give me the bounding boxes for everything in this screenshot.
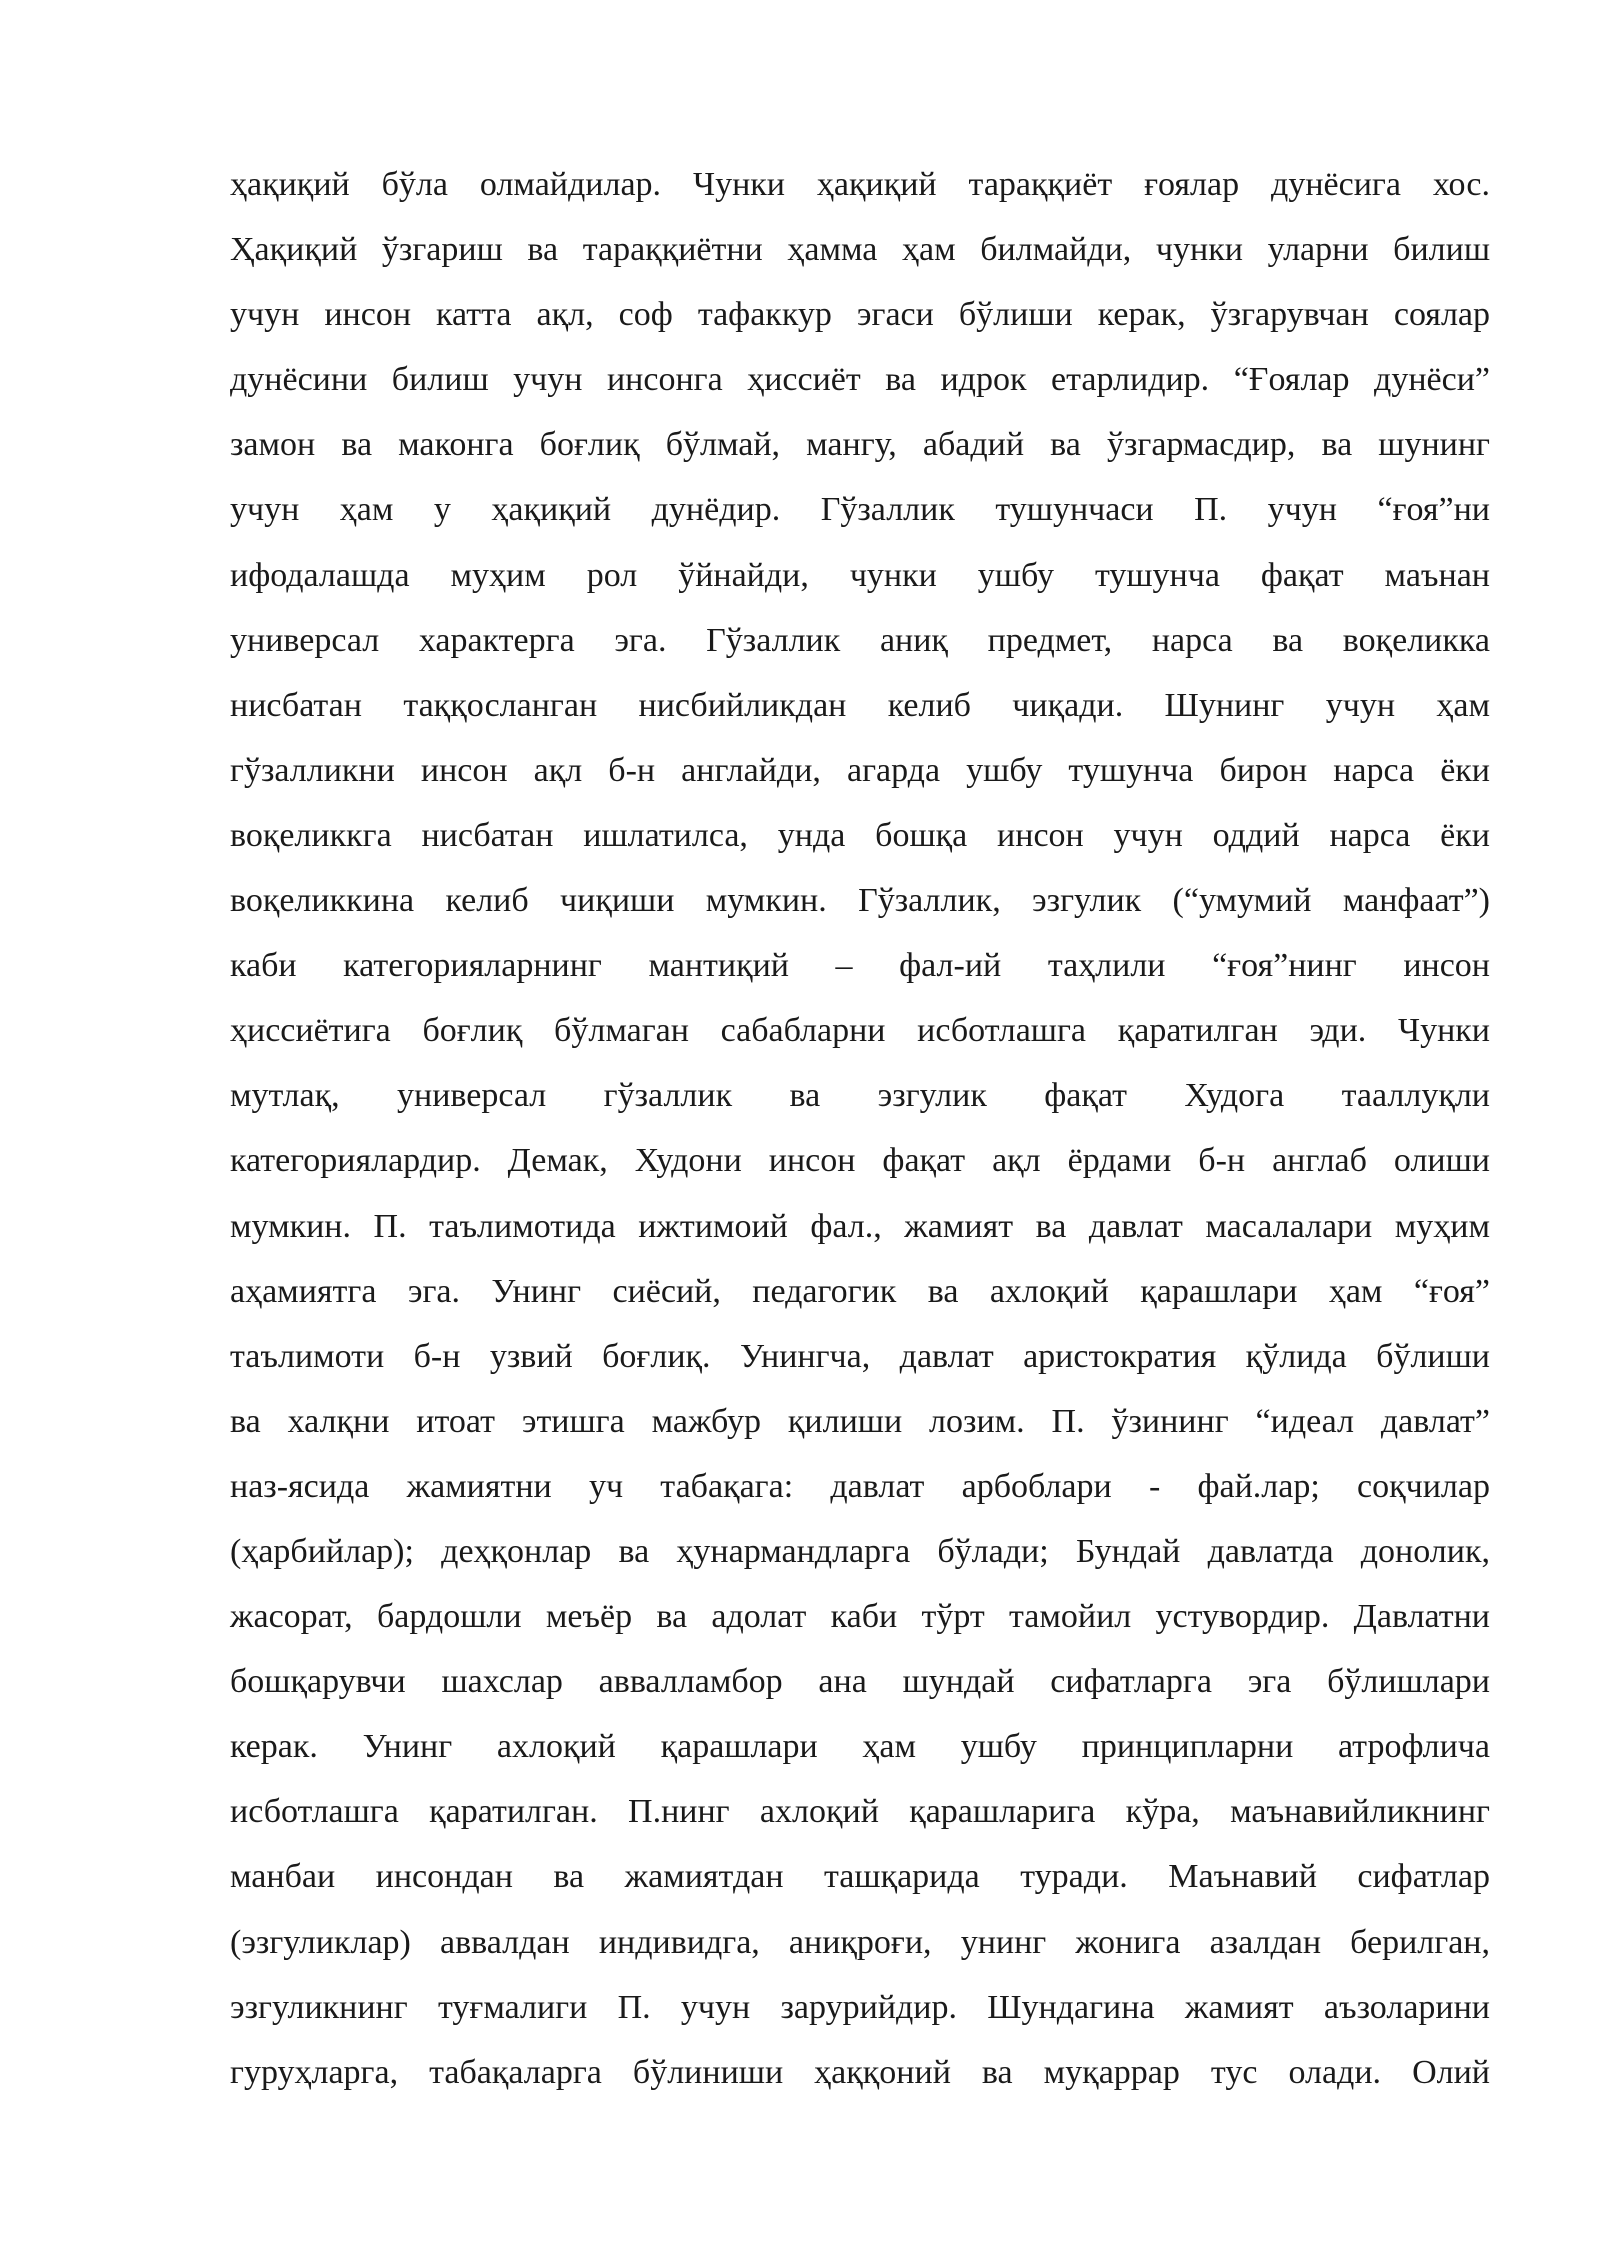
text-line: (ҳарбийлар); деҳқонлар ва ҳунармандларга бўлади; Бундай давлатда донолик, bbox=[230, 1532, 1490, 1570]
text-line: универсал характерга эга. Гўзаллик аниқ предмет, нарса ва воқеликка bbox=[230, 621, 1490, 659]
text-line: дунёсини билиш учун инсонга ҳиссиёт ва идрок етарлидир. “Ғоялар дунёси” bbox=[230, 361, 1490, 399]
text-line: ва халқни итоат этишга мажбур қилиши лозим. П. ўзининг “идеал давлат” bbox=[230, 1402, 1490, 1440]
text-line: ифодалашда муҳим рол ўйнайди, чунки ушбу тушунча фақат маънан bbox=[230, 556, 1490, 594]
text-line: каби категорияларнинг мантиқий – фал-ий таҳлили “ғоя”нинг инсон bbox=[230, 947, 1490, 985]
text-line: гуруҳларга, табақаларга бўлиниши ҳаққоний ва муқаррар тус олади. Олий bbox=[230, 2053, 1490, 2091]
text-line: (эзгуликлар) аввалдан индивидга, аниқроғи, унинг жонига азалдан берилган, bbox=[230, 1923, 1490, 1961]
text-line: категориялардир. Демак, Худони инсон фақат ақл ёрдами б-н англаб олиши bbox=[230, 1142, 1490, 1180]
text-line: мутлақ, универсал гўзаллик ва эзгулик фақат Худога тааллуқли bbox=[230, 1077, 1490, 1115]
text-line: ҳақиқий бўла олмайдилар. Чунки ҳақиқий тараққиёт ғоялар дунёсига хос. bbox=[230, 166, 1490, 203]
text-line: ҳиссиётига боғлиқ бўлмаган сабабларни исботлашга қаратилган эди. Чунки bbox=[230, 1012, 1490, 1050]
text-line: замон ва маконга боғлиқ бўлмай, мангу, абадий ва ўзгармасдир, ва шунинг bbox=[230, 426, 1490, 464]
text-line: аҳамиятга эга. Унинг сиёсий, педагогик ва ахлоқий қарашлари ҳам “ғоя” bbox=[230, 1272, 1490, 1310]
text-line: Ҳақиқий ўзгариш ва тараққиётни ҳамма ҳам билмайди, чунки уларни билиш bbox=[230, 231, 1490, 269]
text-line: мумкин. П. таълимотида ижтимоий фал., жамият ва давлат масалалари муҳим bbox=[230, 1207, 1490, 1245]
text-line: бошқарувчи шахслар аввалламбор ана шундай сифатларга эга бўлишлари bbox=[230, 1663, 1490, 1701]
text-line: таълимоти б-н узвий боғлиқ. Унингча, давлат аристократия қўлида бўлиши bbox=[230, 1337, 1490, 1375]
text-line: манбаи инсондан ва жамиятдан ташқарида туради. Маънавий сифатлар bbox=[230, 1858, 1490, 1896]
text-line: жасорат, бардошли меъёр ва адолат каби тўрт тамойил устувордир. Давлатни bbox=[230, 1598, 1490, 1636]
text-line: наз-ясида жамиятни уч табақага: давлат арбоблари - фай.лар; соқчилар bbox=[230, 1467, 1490, 1505]
text-line: воқеликкина келиб чиқиши мумкин. Гўзаллик, эзгулик (“умумий манфаат”) bbox=[230, 882, 1490, 920]
body-text bbox=[230, 152, 1490, 2105]
text-line: воқеликкга нисбатан ишлатилса, унда бошқа инсон учун оддий нарса ёки bbox=[230, 816, 1490, 854]
text-line: нисбатан таққосланган нисбийликдан келиб чиқади. Шунинг учун ҳам bbox=[230, 686, 1490, 724]
text-line: эзгуликнинг туғмалиги П. учун зарурийдир. Шундагина жамият аъзоларини bbox=[230, 1988, 1490, 2026]
text-line: учун инсон катта ақл, соф тафаккур эгаси бўлиши керак, ўзгарувчан соялар bbox=[230, 296, 1490, 334]
text-line: гўзалликни инсон ақл б-н англайди, агарда ушбу тушунча бирон нарса ёки bbox=[230, 751, 1490, 789]
text-line: керак. Унинг ахлоқий қарашлари ҳам ушбу принципларни атрофлича bbox=[230, 1728, 1490, 1766]
text-line: исботлашга қаратилган. П.нинг ахлоқий қарашларига кўра, маънавийликнинг bbox=[230, 1793, 1490, 1831]
text-line: учун ҳам у ҳақиқий дунёдир. Гўзаллик тушунчаси П. учун “ғоя”ни bbox=[230, 491, 1490, 529]
